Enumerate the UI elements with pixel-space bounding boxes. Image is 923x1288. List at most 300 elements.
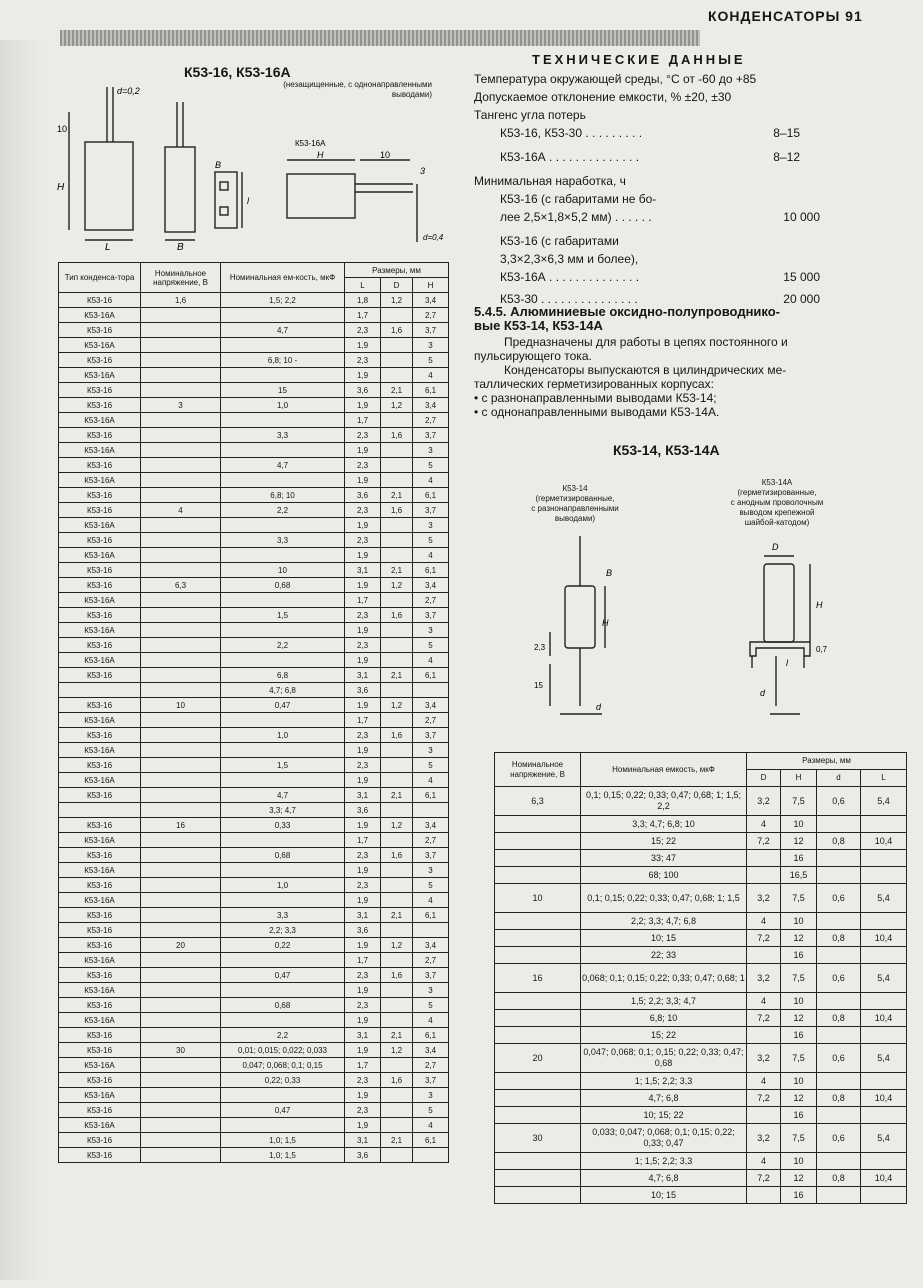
cell-h: 3	[413, 443, 449, 458]
th2-dims: Размеры, мм	[747, 753, 907, 770]
cell-l	[861, 1187, 907, 1204]
cell-h: 7,5	[781, 964, 817, 993]
cell-voltage	[141, 953, 221, 968]
table-row	[59, 413, 463, 428]
cell-dd: 0,6	[817, 1124, 861, 1153]
th2-h: H	[781, 770, 817, 787]
table-row	[59, 563, 463, 578]
cap-14a-4: выводом крепежной	[739, 508, 815, 517]
cell-capacity: 15; 22	[581, 1027, 747, 1044]
cell-h	[413, 803, 449, 818]
cell-voltage	[141, 908, 221, 923]
cell-d: 3,2	[747, 964, 781, 993]
cell-d: 2,1	[381, 563, 413, 578]
cell-dd	[817, 1073, 861, 1090]
cell-voltage	[141, 653, 221, 668]
running-head: КОНДЕНСАТОРЫ 91	[708, 8, 863, 24]
cell-capacity	[221, 443, 345, 458]
cell-type: К53-16	[59, 668, 141, 683]
cell-l: 1,7	[345, 413, 381, 428]
cell-d	[381, 1103, 413, 1118]
cell-h: 4	[413, 368, 449, 383]
cell-d	[747, 867, 781, 884]
page-gutter-shadow	[0, 40, 42, 1280]
cap-14a-2: (герметизированные,	[737, 488, 817, 497]
cell-h: 3,7	[413, 323, 449, 338]
cell-type	[59, 803, 141, 818]
cell-h: 10	[781, 1153, 817, 1170]
table-row	[59, 968, 463, 983]
cell-h: 3,4	[413, 938, 449, 953]
cell-capacity: 1; 1,5; 2,2; 3,3	[581, 1073, 747, 1090]
cell-h: 2,7	[413, 593, 449, 608]
th-dims: Размеры, мм	[345, 263, 449, 278]
th-l: L	[345, 278, 381, 293]
cell-voltage	[141, 473, 221, 488]
cell-l	[861, 1153, 907, 1170]
cell-capacity: 22; 33	[581, 947, 747, 964]
table-row	[59, 308, 463, 323]
th2-dd: d	[817, 770, 861, 787]
b-label-14: B	[606, 568, 613, 578]
temp-line: Температура окружающей среды, °С от -60 до +85	[474, 72, 757, 86]
life-1-value: 10 000	[783, 210, 820, 224]
cell-capacity: 4,7; 6,8	[581, 1090, 747, 1107]
cell-voltage	[141, 758, 221, 773]
cell-capacity: 2,2	[221, 638, 345, 653]
tan-2-label: К53-16А . . . . . . . . . . . . . .	[500, 150, 640, 164]
cell-d: 1,2	[381, 293, 413, 308]
cell-d	[747, 1107, 781, 1124]
cell-voltage	[141, 833, 221, 848]
cell-capacity: 0,1; 0,15; 0,22; 0,33; 0,47; 0,68; 1; 1,5; 2,2	[581, 787, 747, 816]
para-1b: пульсирующего тока.	[474, 349, 592, 363]
table-row	[495, 833, 907, 850]
cell-type: К53-16	[59, 638, 141, 653]
cell-l: 2,3	[345, 533, 381, 548]
cell-l: 1,9	[345, 938, 381, 953]
cell-type: К53-16А	[59, 413, 141, 428]
k53-14-table	[494, 752, 907, 1204]
table-row	[59, 833, 463, 848]
cell-capacity: 6,8; 10	[221, 488, 345, 503]
cell-voltage	[141, 1073, 221, 1088]
table-row	[495, 1090, 907, 1107]
cell-voltage	[141, 923, 221, 938]
tolerance-line: Допускаемое отклонение емкости, % ±20, ±30	[474, 90, 732, 104]
tan-2-value: 8–12	[773, 150, 800, 164]
cell-l	[861, 947, 907, 964]
table-row	[495, 964, 907, 993]
cell-voltage	[141, 563, 221, 578]
cell-voltage: 16	[495, 964, 581, 993]
cell-d	[381, 653, 413, 668]
cell-type: К53-16	[59, 488, 141, 503]
table-row	[495, 1170, 907, 1187]
table-row	[59, 383, 463, 398]
cell-d	[381, 683, 413, 698]
table-row	[59, 893, 463, 908]
table-row	[59, 1028, 463, 1043]
cell-capacity: 2,2; 3,3	[221, 923, 345, 938]
cell-voltage	[495, 833, 581, 850]
h23-label: 2,3	[534, 643, 546, 652]
cell-type: К53-16	[59, 533, 141, 548]
cell-d	[381, 518, 413, 533]
cell-h: 3,7	[413, 728, 449, 743]
table-row	[59, 953, 463, 968]
cell-type: К53-16	[59, 323, 141, 338]
section-title-2: вые К53-14, К53-14А	[474, 318, 603, 333]
table-row	[59, 938, 463, 953]
table-row	[495, 947, 907, 964]
cell-capacity	[221, 1088, 345, 1103]
cell-l: 5,4	[861, 1044, 907, 1073]
tan-1-value: 8–15	[773, 126, 800, 140]
cell-type: К53-16	[59, 1148, 141, 1163]
cell-d: 1,6	[381, 968, 413, 983]
cell-l: 2,3	[345, 1103, 381, 1118]
cell-voltage	[141, 1088, 221, 1103]
table-row	[59, 293, 463, 308]
cell-voltage	[141, 803, 221, 818]
cell-l: 1,9	[345, 338, 381, 353]
cell-l: 1,9	[345, 1088, 381, 1103]
cell-h: 6,1	[413, 563, 449, 578]
cell-l: 2,3	[345, 968, 381, 983]
cell-h: 3,7	[413, 428, 449, 443]
cell-type: К53-16	[59, 938, 141, 953]
cell-capacity: 4,7; 6,8	[581, 1170, 747, 1187]
cell-h: 3	[413, 983, 449, 998]
cell-h: 5	[413, 638, 449, 653]
cell-h: 5	[413, 458, 449, 473]
cell-l: 10,4	[861, 1170, 907, 1187]
cell-voltage	[141, 383, 221, 398]
table-row	[59, 863, 463, 878]
cell-voltage	[141, 308, 221, 323]
table-row	[59, 908, 463, 923]
table-row	[59, 1043, 463, 1058]
table-row	[59, 1073, 463, 1088]
cell-h: 12	[781, 1090, 817, 1107]
b2-label: B	[215, 160, 222, 170]
cell-capacity: 0,033; 0,047; 0,068; 0,1; 0,15; 0,22; 0,33; 0,47	[581, 1124, 747, 1153]
cell-l: 5,4	[861, 884, 907, 913]
k53-14-table-body	[495, 787, 907, 1204]
cell-h: 16	[781, 1107, 817, 1124]
cell-voltage	[141, 458, 221, 473]
table-row	[59, 503, 463, 518]
cell-h: 3,7	[413, 608, 449, 623]
cell-voltage	[495, 1107, 581, 1124]
cell-h: 16	[781, 850, 817, 867]
cell-d: 1,2	[381, 938, 413, 953]
cell-h: 4	[413, 1118, 449, 1133]
cell-capacity	[221, 338, 345, 353]
cell-l: 3,1	[345, 668, 381, 683]
cell-type: К53-16А	[59, 473, 141, 488]
cell-l: 1,9	[345, 548, 381, 563]
cell-type: К53-16А	[59, 713, 141, 728]
d-label-14a: D	[772, 542, 779, 552]
cell-d	[381, 458, 413, 473]
cell-h: 2,7	[413, 953, 449, 968]
cap-14-4: выводами)	[554, 514, 596, 523]
cell-dd: 0,8	[817, 1010, 861, 1027]
d02-label: d=0,2	[117, 86, 140, 96]
cell-voltage: 30	[495, 1124, 581, 1153]
cell-d	[381, 1058, 413, 1073]
cell-d	[381, 1013, 413, 1028]
table-row	[59, 758, 463, 773]
cell-h: 4	[413, 773, 449, 788]
cell-l	[861, 1107, 907, 1124]
cell-dd: 0,8	[817, 1090, 861, 1107]
cell-dd	[817, 947, 861, 964]
cell-dd: 0,6	[817, 787, 861, 816]
table-row	[495, 993, 907, 1010]
cell-type: К53-16А	[59, 1088, 141, 1103]
cell-h: 3,7	[413, 848, 449, 863]
cell-h: 2,7	[413, 308, 449, 323]
cell-type: К53-16А	[59, 1118, 141, 1133]
cell-h: 4	[413, 1013, 449, 1028]
cell-l	[861, 1027, 907, 1044]
k53-16-title: К53-16, К53-16А	[184, 64, 291, 80]
cell-capacity: 0,47	[221, 968, 345, 983]
cell-capacity: 68; 100	[581, 867, 747, 884]
cell-voltage	[141, 728, 221, 743]
cell-l: 1,7	[345, 833, 381, 848]
cap-14a-5: шайбой-катодом)	[744, 518, 810, 527]
cell-voltage	[141, 1103, 221, 1118]
cell-d: 1,2	[381, 698, 413, 713]
cell-l	[861, 816, 907, 833]
cell-voltage	[141, 593, 221, 608]
table-row	[59, 788, 463, 803]
table-row	[59, 638, 463, 653]
cell-capacity: 3,3	[221, 908, 345, 923]
cell-type: К53-16	[59, 758, 141, 773]
cell-voltage	[141, 1013, 221, 1028]
table-row	[59, 728, 463, 743]
cell-d	[381, 368, 413, 383]
cell-h: 7,5	[781, 1044, 817, 1073]
cell-type: К53-16А	[59, 443, 141, 458]
table-row	[495, 1153, 907, 1170]
header-rule	[60, 30, 700, 46]
cell-voltage	[495, 947, 581, 964]
cell-dd	[817, 850, 861, 867]
table-row	[59, 353, 463, 368]
cell-d: 7,2	[747, 930, 781, 947]
cell-d	[381, 473, 413, 488]
cell-d	[381, 593, 413, 608]
cell-capacity	[221, 1013, 345, 1028]
cell-d: 1,2	[381, 398, 413, 413]
cell-d	[381, 548, 413, 563]
cell-type: К53-16	[59, 1103, 141, 1118]
cell-h: 3,4	[413, 578, 449, 593]
cell-l	[861, 1073, 907, 1090]
bullet-1: • с разнонаправленными выводами К53-14;	[474, 391, 717, 405]
cell-l: 5,4	[861, 787, 907, 816]
cell-voltage: 3	[141, 398, 221, 413]
cell-dd	[817, 1027, 861, 1044]
cell-h: 3	[413, 623, 449, 638]
cell-d: 7,2	[747, 833, 781, 850]
cell-capacity: 1,5	[221, 758, 345, 773]
cell-capacity: 1,0; 1,5	[221, 1148, 345, 1163]
cell-voltage	[141, 1058, 221, 1073]
cell-capacity: 1; 1,5; 2,2; 3,3	[581, 1153, 747, 1170]
cell-l: 5,4	[861, 1124, 907, 1153]
cell-l: 1,9	[345, 743, 381, 758]
cell-capacity: 0,47	[221, 1103, 345, 1118]
cell-d: 2,1	[381, 788, 413, 803]
table-row	[495, 1073, 907, 1090]
d2-label-14a: d	[760, 688, 766, 698]
cell-h: 6,1	[413, 1133, 449, 1148]
life-2c: К53-16А . . . . . . . . . . . . . .	[500, 270, 640, 284]
cell-d: 4	[747, 913, 781, 930]
cell-voltage: 16	[141, 818, 221, 833]
table-row	[495, 787, 907, 816]
cell-capacity: 4,7; 6,8	[221, 683, 345, 698]
cell-dd: 0,6	[817, 1044, 861, 1073]
table-row	[59, 1013, 463, 1028]
cell-capacity: 0,33	[221, 818, 345, 833]
cell-h: 6,1	[413, 908, 449, 923]
table-row	[495, 884, 907, 913]
cell-capacity: 33; 47	[581, 850, 747, 867]
cap-14a-1: К53-14А	[761, 478, 793, 487]
cell-type: К53-16	[59, 1028, 141, 1043]
cell-type: К53-16	[59, 428, 141, 443]
cell-h: 3,4	[413, 1043, 449, 1058]
cell-voltage	[141, 773, 221, 788]
cell-voltage: 30	[141, 1043, 221, 1058]
cap-14a-3: с анодным проволочным	[730, 498, 824, 507]
life-1b: лее 2,5×1,8×5,2 мм) . . . . . .	[500, 210, 652, 224]
cell-type: К53-16А	[59, 1058, 141, 1073]
cell-l: 1,9	[345, 653, 381, 668]
table-row	[59, 1058, 463, 1073]
table-row	[59, 878, 463, 893]
k53-14a-caption	[702, 478, 852, 528]
cell-dd	[817, 867, 861, 884]
cell-dd	[817, 1153, 861, 1170]
cell-capacity: 3,3; 4,7	[221, 803, 345, 818]
cell-voltage	[141, 443, 221, 458]
cell-d	[747, 850, 781, 867]
h15-label: 15	[534, 681, 543, 690]
table-row	[59, 473, 463, 488]
cell-capacity: 2,2; 3,3; 4,7; 6,8	[581, 913, 747, 930]
table-row	[495, 867, 907, 884]
cell-h: 3,4	[413, 698, 449, 713]
cell-type: К53-16А	[59, 338, 141, 353]
cell-h: 16	[781, 1187, 817, 1204]
cell-voltage	[141, 428, 221, 443]
cell-d: 7,2	[747, 1090, 781, 1107]
cell-type: К53-16А	[59, 518, 141, 533]
cell-l: 3,6	[345, 383, 381, 398]
cell-type: К53-16	[59, 1073, 141, 1088]
cell-l: 2,3	[345, 458, 381, 473]
cell-l	[861, 913, 907, 930]
cell-voltage	[141, 983, 221, 998]
cell-capacity: 0,1; 0,15; 0,22; 0,33; 0,47; 0,68; 1; 1,5	[581, 884, 747, 913]
cell-d: 4	[747, 1153, 781, 1170]
tech-data	[474, 70, 884, 308]
cell-d	[381, 773, 413, 788]
cell-dd: 0,6	[817, 884, 861, 913]
cell-l: 1,9	[345, 818, 381, 833]
cell-d	[381, 443, 413, 458]
cell-d: 7,2	[747, 1010, 781, 1027]
cell-type: К53-16	[59, 383, 141, 398]
cell-h: 2,7	[413, 713, 449, 728]
cell-h: 6,1	[413, 383, 449, 398]
cell-d	[381, 413, 413, 428]
cell-type: К53-16	[59, 1133, 141, 1148]
cell-voltage	[141, 638, 221, 653]
cell-d	[381, 863, 413, 878]
cell-capacity	[221, 623, 345, 638]
cell-capacity: 15; 22	[581, 833, 747, 850]
cell-type: К53-16А	[59, 743, 141, 758]
cell-capacity	[221, 983, 345, 998]
cell-voltage	[141, 1133, 221, 1148]
l07-label: 0,7	[816, 645, 828, 654]
cell-h: 2,7	[413, 833, 449, 848]
cell-l: 5,4	[861, 964, 907, 993]
cell-d: 3,2	[747, 1124, 781, 1153]
cell-voltage	[141, 533, 221, 548]
cell-l: 1,9	[345, 398, 381, 413]
cell-l: 1,9	[345, 443, 381, 458]
cell-capacity: 10; 15; 22	[581, 1107, 747, 1124]
cell-h	[413, 1148, 449, 1163]
cell-voltage	[495, 867, 581, 884]
cell-l: 3,6	[345, 683, 381, 698]
cell-h: 12	[781, 1010, 817, 1027]
cell-l	[861, 867, 907, 884]
cell-capacity: 3,3	[221, 533, 345, 548]
cell-type: К53-16А	[59, 653, 141, 668]
cell-h: 10	[781, 993, 817, 1010]
cell-d	[381, 353, 413, 368]
th-type: Тип конденса-тора	[59, 263, 141, 293]
cell-l: 1,7	[345, 953, 381, 968]
th-d: D	[381, 278, 413, 293]
cell-l: 1,8	[345, 293, 381, 308]
cell-capacity	[221, 893, 345, 908]
cell-d: 3,2	[747, 1044, 781, 1073]
table-row	[59, 368, 463, 383]
cell-h: 6,1	[413, 1028, 449, 1043]
cell-d: 1,6	[381, 848, 413, 863]
cell-d: 1,6	[381, 323, 413, 338]
cell-d: 2,1	[381, 1028, 413, 1043]
cell-capacity: 0,68	[221, 848, 345, 863]
cell-type: К53-16	[59, 998, 141, 1013]
cell-d: 1,2	[381, 578, 413, 593]
cell-voltage	[495, 993, 581, 1010]
cell-capacity	[221, 473, 345, 488]
